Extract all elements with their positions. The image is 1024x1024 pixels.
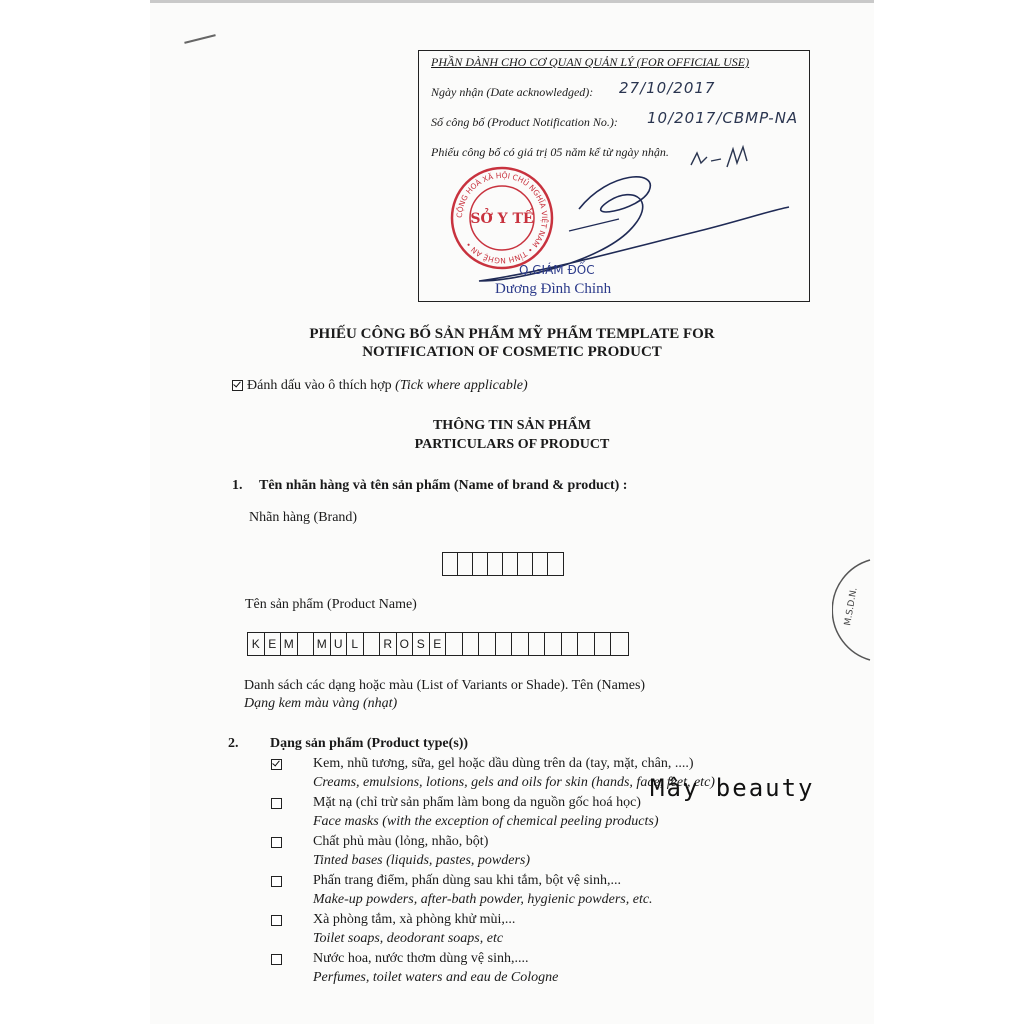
char-box[interactable]: [595, 633, 612, 655]
director-signature: [459, 161, 799, 291]
char-box[interactable]: [503, 553, 518, 575]
char-box[interactable]: [463, 633, 480, 655]
product-type-en: Toilet soaps, deodorant soaps, etc: [313, 931, 504, 946]
product-type-vi: Kem, nhũ tương, sữa, gel hoặc dầu dùng trên da (tay, mặt, chân, ....): [313, 756, 694, 771]
notification-no-value: 10/2017/CBMP-NA: [647, 109, 799, 127]
product-type-en: Make-up powders, after-bath powder, hygienic powders, etc.: [313, 892, 653, 907]
tick-instruction-vi: Đánh dấu vào ô thích hợp: [247, 378, 392, 393]
side-partial-stamp: [832, 556, 872, 666]
checked-box-icon: [232, 380, 243, 391]
director-title: Q.GIÁM ĐỐC: [519, 263, 595, 277]
page-top-edge: [150, 0, 874, 3]
char-box[interactable]: [443, 553, 458, 575]
watermark-text: Mây beauty: [650, 774, 815, 802]
product-type-vi: Mặt nạ (chỉ trừ sản phẩm làm bong da nguồn gốc hoá học): [313, 795, 641, 810]
product-type-en: Perfumes, toilet waters and eau de Cologne: [313, 970, 559, 985]
variants-value: Dạng kem màu vàng (nhạt): [244, 696, 398, 711]
form-title-line1: PHIẾU CÔNG BỐ SẢN PHẨM MỸ PHẨM TEMPLATE FOR: [309, 326, 715, 342]
char-box[interactable]: [458, 553, 473, 575]
q2-number: 2.: [228, 736, 239, 751]
tick-instruction-en: (Tick where applicable): [395, 378, 528, 393]
validity-note: Phiếu công bố có giá trị 05 năm kể từ ngày nhận.: [431, 145, 669, 159]
section-title-en: PARTICULARS OF PRODUCT: [414, 437, 610, 452]
notification-no-label: Số công bố (Product Notification No.):: [431, 115, 618, 129]
product-name-input-boxes[interactable]: [247, 632, 629, 656]
seal-ring-text: CỘNG HOÀ XÃ HỘI CHỦ NGHĨA VIỆT NAM • TỈNH NGHỆ AN •: [454, 170, 550, 266]
side-stamp-text: M.S.D.N.: [843, 586, 860, 627]
char-box[interactable]: O: [397, 633, 414, 655]
product-type-vi: Chất phủ màu (lỏng, nhão, bột): [313, 834, 489, 849]
product-name-label: Tên sản phẩm (Product Name): [245, 597, 417, 612]
product-type-vi: Phấn trang điểm, phấn dùng sau khi tắm, bột vệ sinh,...: [313, 873, 621, 888]
product-type-checkbox[interactable]: [271, 954, 282, 965]
char-box[interactable]: R: [380, 633, 397, 655]
tick-instruction: [232, 378, 528, 394]
char-box[interactable]: K: [248, 633, 265, 655]
q1-label: Tên nhãn hàng và tên sản phẩm (Name of brand & product) :: [259, 478, 628, 493]
char-box[interactable]: [473, 553, 488, 575]
brand-label: Nhãn hàng (Brand): [249, 510, 358, 525]
product-type-vi: Xà phòng tắm, xà phòng khử mùi,...: [313, 912, 516, 927]
char-box[interactable]: [578, 633, 595, 655]
brand-input-boxes[interactable]: [442, 552, 564, 576]
product-type-checkbox[interactable]: [271, 915, 282, 926]
official-use-box: [418, 50, 810, 302]
char-box[interactable]: E: [430, 633, 447, 655]
product-type-checkbox[interactable]: [271, 837, 282, 848]
char-box[interactable]: [548, 553, 563, 575]
seal-center-text: SỞ Y TẾ: [470, 211, 534, 227]
char-box[interactable]: [512, 633, 529, 655]
char-box[interactable]: [298, 633, 315, 655]
char-box[interactable]: [496, 633, 513, 655]
director-name: Dương Đình Chỉnh: [495, 281, 612, 297]
product-type-en: Tinted bases (liquids, pastes, powders): [313, 853, 531, 868]
date-acknowledged-label: Ngày nhận (Date acknowledged):: [431, 85, 594, 99]
q2-label: Dạng sản phẩm (Product type(s)): [270, 736, 469, 751]
form-title-line2: NOTIFICATION OF COSMETIC PRODUCT: [362, 344, 662, 360]
char-box[interactable]: U: [331, 633, 348, 655]
official-header: PHẦN DÀNH CHO CƠ QUAN QUẢN LÝ (FOR OFFICIAL USE): [431, 55, 750, 69]
product-type-en: Face masks (with the exception of chemical peeling products): [313, 814, 659, 829]
date-acknowledged-value: 27/10/2017: [619, 79, 716, 97]
char-box[interactable]: [488, 553, 503, 575]
char-box[interactable]: M: [314, 633, 331, 655]
section-title-vi: THÔNG TIN SẢN PHẨM: [432, 418, 592, 433]
char-box[interactable]: [611, 633, 628, 655]
product-type-checkbox[interactable]: [271, 798, 282, 809]
product-type-en: Creams, emulsions, lotions, gels and oils for skin (hands, face, feet, etc): [313, 775, 715, 790]
char-box[interactable]: [529, 633, 546, 655]
char-box[interactable]: L: [347, 633, 364, 655]
char-box[interactable]: [533, 553, 548, 575]
char-box[interactable]: [562, 633, 579, 655]
char-box[interactable]: [479, 633, 496, 655]
char-box[interactable]: [364, 633, 381, 655]
char-box[interactable]: [545, 633, 562, 655]
product-type-checkbox[interactable]: [271, 876, 282, 887]
char-box[interactable]: [518, 553, 533, 575]
product-type-checkbox[interactable]: [271, 759, 282, 770]
char-box[interactable]: M: [281, 633, 298, 655]
variants-label: Danh sách các dạng hoặc màu (List of Variants or Shade). Tên (Names): [244, 678, 646, 693]
char-box[interactable]: [446, 633, 463, 655]
product-type-vi: Nước hoa, nước thơm dùng vệ sinh,....: [313, 951, 529, 966]
char-box[interactable]: S: [413, 633, 430, 655]
char-box[interactable]: E: [265, 633, 282, 655]
q1-number: 1.: [232, 478, 243, 493]
